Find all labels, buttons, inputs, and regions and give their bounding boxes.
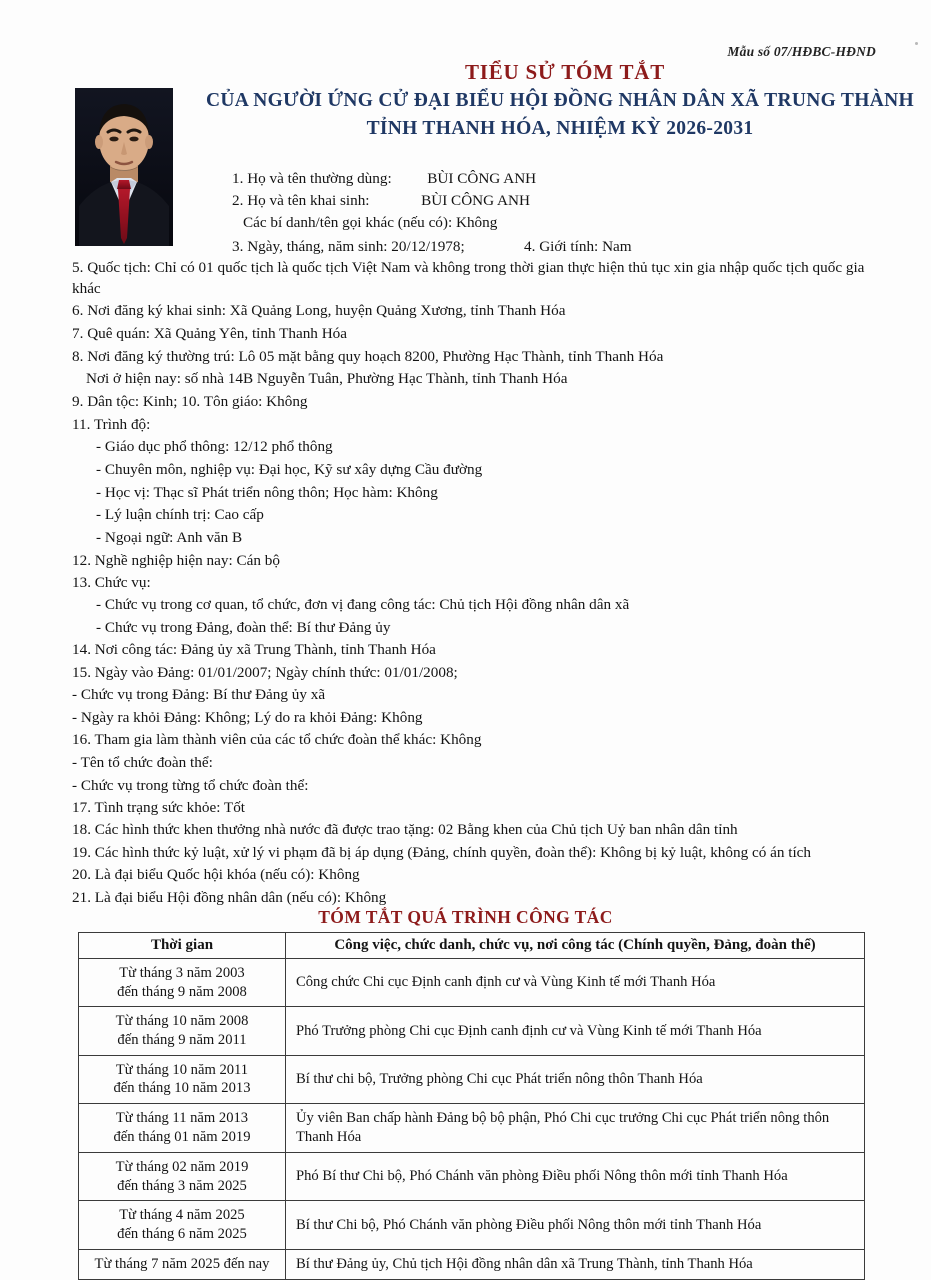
field-current-residence: Nơi ở hiện nay: số nhà 14B Nguyễn Tuân, Phường Hạc Thành, tỉnh Thanh Hóa	[86, 370, 568, 387]
field-label: 2. Họ và tên khai sinh:	[232, 192, 370, 209]
cell-period	[79, 1201, 286, 1249]
field-org-name: - Tên tổ chức đoàn thể:	[72, 754, 213, 771]
field-nationality: 5. Quốc tịch: Chỉ có 01 quốc tịch là quốc tịch Việt Nam và không trong thời gian thực hiện thủ tục xin gia nhập quốc tịch quốc gia khác	[72, 259, 865, 297]
field-health: 17. Tình trạng sức khỏe: Tốt	[72, 799, 246, 816]
table-row	[79, 1201, 865, 1249]
field-position-office: - Chức vụ trong cơ quan, tổ chức, đơn vị đang công tác: Chủ tịch Hội đồng nhân dân xã	[96, 596, 630, 613]
period-to: đến tháng 01 năm 2019	[113, 1129, 251, 1145]
field-hometown: 7. Quê quán: Xã Quảng Yên, tỉnh Thanh Hóa	[72, 325, 347, 342]
work-history-heading: TÓM TẮT QUÁ TRÌNH CÔNG TÁC	[318, 907, 613, 927]
cell-period	[79, 1249, 286, 1279]
cell-role: Bí thư Đảng ủy, Chủ tịch Hội đồng nhân dân xã Trung Thành, tỉnh Thanh Hóa	[286, 1249, 865, 1279]
table-row	[79, 1249, 865, 1279]
field-workplace: 14. Nơi công tác: Đảng ủy xã Trung Thành, tỉnh Thanh Hóa	[72, 641, 436, 658]
cell-period	[79, 1152, 286, 1200]
field-education-general: - Giáo dục phổ thông: 12/12 phổ thông	[96, 438, 333, 455]
field-other-orgs: 16. Tham gia làm thành viên của các tổ chức đoàn thể khác: Không	[72, 731, 482, 748]
period-to: đến tháng 6 năm 2025	[117, 1225, 247, 1242]
cell-period	[79, 1104, 286, 1153]
period-from: Từ tháng 4 năm 2025	[119, 1207, 245, 1224]
field-ethnicity-religion: 9. Dân tộc: Kinh; 10. Tôn giáo: Không	[72, 393, 308, 410]
field-discipline: 19. Các hình thức kỷ luật, xử lý vi phạm đã bị áp dụng (Đảng, chính quyền, đoàn thể): Không bị kỷ luật, không có án tích	[72, 844, 811, 861]
table-row	[79, 1104, 865, 1153]
period-from: Từ tháng 02 năm 2019	[115, 1158, 249, 1175]
candidate-portrait-photo	[75, 88, 173, 246]
scan-speck	[915, 42, 918, 45]
cell-role: Bí thư Chi bộ, Phó Chánh văn phòng Điều phối Nông thôn mới tỉnh Thanh Hóa	[286, 1201, 865, 1249]
field-party-leave: - Ngày ra khỏi Đảng: Không; Lý do ra khỏi Đảng: Không	[72, 709, 423, 726]
field-name-birth	[232, 192, 530, 210]
cell-role: Phó Bí thư Chi bộ, Phó Chánh văn phòng Điều phối Nông thôn mới tỉnh Thanh Hóa	[286, 1152, 865, 1200]
period-from: Từ tháng 11 năm 2013	[115, 1110, 249, 1127]
form-number: Mẫu số 07/HĐBC-HĐND	[727, 44, 876, 59]
period-from: Từ tháng 10 năm 2008	[115, 1013, 249, 1030]
field-party-join-date: 15. Ngày vào Đảng: 01/01/2007; Ngày chính thức: 01/01/2008;	[72, 664, 458, 681]
document-subtitle-1: CỦA NGƯỜI ỨNG CỬ ĐẠI BIỂU HỘI ĐỒNG NHÂN DÂN XÃ TRUNG THÀNH	[206, 90, 914, 111]
period-from: Từ tháng 10 năm 2011	[115, 1061, 249, 1078]
cell-period	[79, 959, 286, 1007]
field-education-heading: 11. Trình độ:	[72, 416, 151, 433]
table-row	[79, 1152, 865, 1200]
field-occupation: 12. Nghề nghiệp hiện nay: Cán bộ	[72, 552, 280, 569]
field-education-degree: - Học vị: Thạc sĩ Phát triển nông thôn; Học hàm: Không	[96, 484, 438, 501]
cell-role: Phó Trưởng phòng Chi cục Định canh định cư và Vùng Kinh tế mới Thanh Hóa	[286, 1007, 865, 1055]
field-education-politics: - Lý luận chính trị: Cao cấp	[96, 506, 264, 523]
field-alias: Các bí danh/tên gọi khác (nếu có): Không	[243, 214, 498, 231]
field-org-position: - Chức vụ trong từng tổ chức đoàn thể:	[72, 777, 309, 794]
field-label: 1. Họ và tên thường dùng:	[232, 170, 392, 187]
period-to: đến tháng 9 năm 2011	[117, 1032, 247, 1049]
table-header-row	[79, 933, 865, 959]
field-birthdate: 3. Ngày, tháng, năm sinh: 20/12/1978;	[232, 238, 465, 255]
cell-role: Ủy viên Ban chấp hành Đảng bộ bộ phận, Phó Chi cục trưởng Chi cục Phát triển nông thôn Thanh Hóa	[286, 1104, 865, 1153]
field-national-assembly: 20. Là đại biểu Quốc hội khóa (nếu có): Không	[72, 866, 360, 883]
field-position-heading: 13. Chức vụ:	[72, 574, 151, 591]
work-history-table	[78, 932, 865, 1280]
period-to: đến tháng 9 năm 2008	[117, 983, 247, 1000]
field-birth-registration: 6. Nơi đăng ký khai sinh: Xã Quảng Long, huyện Quảng Xương, tỉnh Thanh Hóa	[72, 302, 566, 319]
field-education-major: - Chuyên môn, nghiệp vụ: Đại học, Kỹ sư xây dựng Cầu đường	[96, 461, 483, 478]
table-body	[79, 959, 865, 1280]
cell-role: Bí thư chi bộ, Trưởng phòng Chi cục Phát triển nông thôn Thanh Hóa	[286, 1055, 865, 1103]
portrait-illustration	[75, 88, 173, 246]
table-row	[79, 1055, 865, 1103]
field-party-position: - Chức vụ trong Đảng: Bí thư Đảng ủy xã	[72, 686, 326, 703]
period-to: đến tháng 10 năm 2013	[113, 1080, 251, 1097]
field-position-party: - Chức vụ trong Đảng, đoàn thể: Bí thư Đảng ủy	[96, 619, 391, 636]
field-value: BÙI CÔNG ANH	[427, 170, 537, 187]
cell-period	[79, 1055, 286, 1103]
document-subtitle-2: TỈNH THANH HÓA, NHIỆM KỲ 2026-2031	[366, 118, 754, 139]
column-header-role: Công việc, chức danh, chức vụ, nơi công tác (Chính quyền, Đảng, đoàn thể)	[286, 933, 865, 959]
cell-period	[79, 1007, 286, 1055]
table-row	[79, 959, 865, 1007]
field-value: BÙI CÔNG ANH	[421, 192, 530, 209]
cell-role: Công chức Chi cục Định canh định cư và Vùng Kinh tế mới Thanh Hóa	[286, 959, 865, 1007]
field-name-common	[232, 170, 536, 188]
field-awards: 18. Các hình thức khen thưởng nhà nước đã được trao tặng: 02 Bằng khen của Chủ tịch Uỷ ban nhân dân tỉnh	[72, 821, 738, 838]
period-from: Từ tháng 3 năm 2003	[119, 965, 245, 981]
table-row	[79, 1007, 865, 1055]
period-from: Từ tháng 7 năm 2025 đến nay	[94, 1255, 270, 1272]
field-education-language: - Ngoại ngữ: Anh văn B	[96, 529, 243, 546]
document-title: TIỂU SỬ TÓM TẮT	[464, 60, 666, 84]
field-peoples-council: 21. Là đại biểu Hội đồng nhân dân (nếu có): Không	[72, 889, 387, 906]
column-header-period: Thời gian	[79, 933, 286, 959]
field-permanent-residence: 8. Nơi đăng ký thường trú: Lô 05 mặt bằng quy hoạch 8200, Phường Hạc Thành, tỉnh Thanh Hóa	[72, 348, 664, 365]
period-to: đến tháng 3 năm 2025	[117, 1177, 247, 1194]
field-gender: 4. Giới tính: Nam	[524, 238, 632, 255]
